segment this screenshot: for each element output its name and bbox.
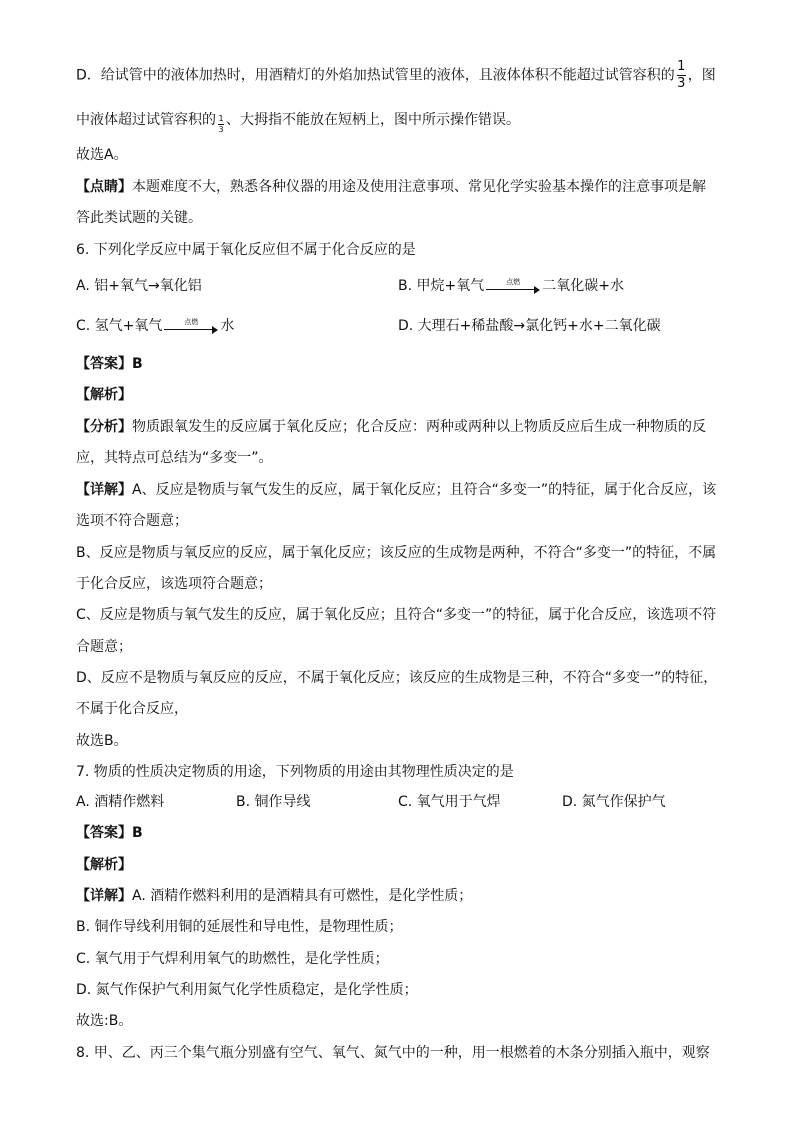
- fraction-one-third-small: [218, 115, 224, 134]
- q6-detail-line-3: B、反应是物质与氧反应的反应，属于氧化反应；该反应的生成物是两种，不符合“多变一”的特征，不属: [76, 545, 717, 561]
- fraction-denominator: 3: [218, 125, 224, 134]
- dianjing-text: 本题难度不大，熟悉各种仪器的用途及使用注意事项、常见化学实验基本操作的注意事项是解: [132, 179, 706, 195]
- q7-analysis-heading: 【解析】: [76, 857, 132, 873]
- detail-text: A. 酒精作燃料利用的是酒精具有可燃性，是化学性质；: [132, 888, 473, 904]
- fraction-numerator: 1: [218, 114, 224, 123]
- dianjing-line-2: 答此类试题的关键。: [76, 210, 202, 226]
- q6-detail-line-2: 选项不符合题意；: [76, 513, 188, 529]
- q6-analysis-heading: 【解析】: [76, 387, 132, 403]
- para-line-2: [76, 110, 520, 134]
- q7-option-a: A. 酒精作燃料: [76, 794, 165, 810]
- fraction-one-third: [677, 60, 686, 91]
- para-line-1: [76, 60, 716, 91]
- fenxi-tag: 【分析】: [76, 419, 132, 435]
- fenxi-text: 物质跟氧发生的反应属于氧化反应；化合反应：两种或两种以上物质反应后生成一种物质的反: [132, 419, 706, 435]
- q6-choose: 故选B。: [76, 733, 128, 749]
- q6-fenxi-line-1: [76, 417, 706, 437]
- q6-detail-line-8: 不属于化合反应，: [76, 701, 188, 717]
- reaction-arrow-ignite: [486, 279, 540, 294]
- q6-option-b-reactants: B. 甲烷+氧气: [398, 278, 485, 294]
- q6-detail-line-5: C、反应是物质与氧气发生的反应，属于氧化反应；且符合“多变一”的特征，属于化合反应，该选项不符: [76, 607, 717, 623]
- q7-answer: 【答案】B: [76, 825, 143, 841]
- q6-detail-line-1: [76, 480, 716, 500]
- q6-fenxi-line-2: 应，其特点可总结为“多变一”。: [76, 450, 273, 466]
- q7-stem: 7. 物质的性质决定物质的用途，下列物质的用途由其物理性质决定的是: [76, 764, 514, 780]
- line-text: 中液体超过试管容积的: [76, 112, 216, 128]
- q8-stem: 8. 甲、乙、丙三个集气瓶分别盛有空气、氧气、氮气中的一种，用一根燃着的木条分别插入瓶中，观察: [76, 1045, 710, 1061]
- q6-answer: 【答案】B: [76, 356, 143, 372]
- q6-option-c: [76, 316, 234, 336]
- q7-option-b: B. 铜作导线: [236, 794, 311, 810]
- q6-option-c-reactants: C. 氢气+氧气: [76, 318, 163, 334]
- q7-detail-line-3: C. 氧气用于气焊利用氧气的助燃性，是化学性质；: [76, 951, 389, 967]
- line-text: D．给试管中的液体加热时，用酒精灯的外焰加热试管里的液体，且液体体积不能超过试管容积的: [76, 67, 675, 84]
- reaction-arrow-ignite: [164, 319, 218, 334]
- q6-option-a: A. 铝+氧气→氧化铝: [76, 278, 202, 294]
- line-tail: 、大拇指不能放在短柄上，图中所示操作错误。: [226, 112, 520, 128]
- dianjing-line-1: [76, 177, 706, 197]
- q7-choose: 故选:B。: [76, 1013, 133, 1029]
- q6-detail-line-6: 合题意；: [76, 639, 132, 655]
- q7-detail-line-4: D. 氮气作保护气利用氮气化学性质稳定，是化学性质；: [76, 982, 418, 998]
- choose-a: 故选A。: [76, 147, 128, 163]
- q7-detail-line-2: B. 铜作导线利用铜的延展性和导电性，是物理性质；: [76, 919, 403, 935]
- xiangjie-tag: 【详解】: [76, 482, 132, 498]
- dianjing-tag: 【点睛】: [76, 179, 132, 195]
- line-tail: ，图: [687, 67, 716, 84]
- xiangjie-tag: 【详解】: [76, 888, 132, 904]
- arrow-condition: 点燃: [184, 317, 199, 326]
- q7-option-c: C. 氧气用于气焊: [398, 794, 501, 810]
- q6-detail-line-4: 于化合反应，该选项符合题意；: [76, 576, 272, 592]
- q7-detail-line-1: [76, 886, 472, 906]
- arrow-condition: 点燃: [506, 277, 521, 286]
- detail-text: A、反应是物质与氧气发生的反应，属于氧化反应；且符合“多变一”的特征，属于化合反应，该: [132, 482, 717, 498]
- q6-option-c-products: 水: [220, 318, 235, 334]
- q6-option-b-products: 二氧化碳+水: [542, 278, 624, 294]
- fraction-denominator: 3: [677, 76, 686, 91]
- q6-detail-line-7: D、反应不是物质与氧反应的反应，不属于氧化反应；该反应的生成物是三种，不符合“多变一”的特征，: [76, 670, 718, 686]
- q6-stem: 6. 下列化学反应中属于氧化反应但不属于化合反应的是: [76, 242, 416, 258]
- fraction-numerator: 1: [677, 59, 686, 74]
- q7-option-d: D. 氮气作保护气: [562, 794, 666, 810]
- q6-option-b: [398, 276, 624, 296]
- q6-option-d: D. 大理石+稀盐酸→氯化钙+水+二氧化碳: [398, 318, 661, 334]
